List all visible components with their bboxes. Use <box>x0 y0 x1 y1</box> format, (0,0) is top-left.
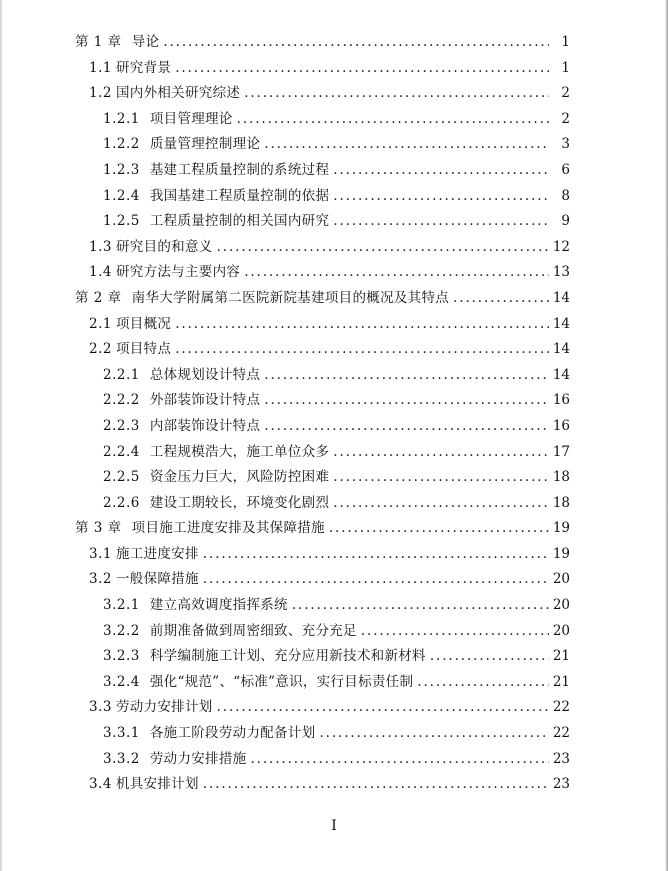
toc-dot-leader <box>333 209 566 235</box>
toc-entry-number: 1.2.4 <box>103 187 140 204</box>
toc-entry-title: 研究目的和意义 <box>115 238 213 255</box>
toc-dot-leader <box>250 747 566 773</box>
toc-entry-number: 3.1 <box>89 545 112 562</box>
toc-entry-page: 21 <box>549 670 570 696</box>
toc-entry[interactable] <box>0 491 668 517</box>
toc-entry[interactable] <box>0 695 668 721</box>
toc-entry-title: 工程规模浩大，施工单位众多 <box>149 443 330 460</box>
toc-entry-title: 研究背景 <box>115 59 172 76</box>
toc-entry-title: 南华大学附属第二医院新院基建项目的概况及其特点 <box>131 289 450 306</box>
toc-entry-page: 2 <box>549 81 570 107</box>
toc-dot-leader <box>244 260 566 286</box>
toc-entry[interactable] <box>0 107 668 133</box>
toc-entry-number: 第 1 章 <box>75 34 122 50</box>
toc-entry[interactable] <box>0 260 668 286</box>
toc-dot-leader <box>217 695 566 721</box>
toc-entry-page: 16 <box>549 388 570 414</box>
toc-dot-leader <box>175 337 566 363</box>
toc-entry[interactable] <box>0 747 668 773</box>
toc-entry-title: 施工进度安排 <box>115 545 199 562</box>
toc-entry-page: 20 <box>549 567 570 593</box>
toc-entry-number: 3.3 <box>89 699 112 716</box>
toc-entry[interactable] <box>0 30 668 56</box>
toc-dot-leader <box>417 670 566 696</box>
toc-entry-title: 项目管理理论 <box>149 110 233 127</box>
toc-entry[interactable] <box>0 542 668 568</box>
toc-entry-page: 14 <box>549 286 570 312</box>
toc-entry[interactable] <box>0 184 668 210</box>
toc-dot-leader <box>175 56 566 82</box>
toc-entry-page: 14 <box>549 337 570 363</box>
toc-entry-title: 各施工阶段劳动力配备计划 <box>149 725 316 742</box>
toc-entry-page: 14 <box>549 312 570 338</box>
toc-dot-leader <box>264 363 566 389</box>
toc-entry-title: 总体规划设计特点 <box>149 366 261 383</box>
toc-entry-title: 机具安排计划 <box>115 776 199 793</box>
toc-entry[interactable] <box>0 516 668 542</box>
toc-entry-title: 建立高效调度指挥系统 <box>149 597 288 614</box>
toc-entry-page: 9 <box>549 209 570 235</box>
toc-entry-page: 13 <box>549 260 570 286</box>
toc-entry-number: 2.2.3 <box>103 417 140 434</box>
toc-entry-number: 1.3 <box>89 238 112 255</box>
toc-dot-leader <box>292 593 566 619</box>
toc-entry-number: 3.2.2 <box>103 622 140 639</box>
toc-entry-title: 劳动力安排措施 <box>149 750 247 767</box>
page-footer-number: I <box>331 818 337 834</box>
toc-entry-title: 一般保障措施 <box>115 571 199 588</box>
toc-entry-page: 20 <box>549 593 570 619</box>
toc-entry[interactable] <box>0 414 668 440</box>
toc-entry-page: 22 <box>549 721 570 747</box>
toc-entry-number: 3.2.1 <box>103 597 140 614</box>
toc-entry[interactable] <box>0 567 668 593</box>
toc-entry-page: 2 <box>549 107 570 133</box>
toc-dot-leader <box>163 30 566 56</box>
toc-entry-title: 质量管理控制理论 <box>149 136 261 153</box>
toc-entry-title: 基建工程质量控制的系统过程 <box>149 161 330 178</box>
toc-entry-title: 我国基建工程质量控制的依据 <box>149 187 330 204</box>
toc-dot-leader <box>329 516 566 542</box>
toc-entry-title: 国内外相关研究综述 <box>115 85 241 102</box>
toc-entry-page: 12 <box>549 235 570 261</box>
toc-entry[interactable] <box>0 619 668 645</box>
toc-entry-number: 1.2.3 <box>103 161 140 178</box>
toc-entry[interactable] <box>0 286 668 312</box>
toc-entry-title: 科学编制施工计划、充分应用新技术和新材料 <box>149 648 426 665</box>
toc-entry-number: 第 2 章 <box>75 289 122 306</box>
toc-entry-page: 23 <box>549 772 570 798</box>
toc-entry-number: 3.2.3 <box>103 648 140 665</box>
toc-entry[interactable] <box>0 209 668 235</box>
toc-entry-page: 20 <box>549 619 570 645</box>
toc-entry-title: 强化“规范”、“标准”意识，实行目标责任制 <box>149 673 414 690</box>
toc-dot-leader <box>333 465 566 491</box>
toc-dot-leader <box>333 491 566 517</box>
table-of-contents <box>0 30 668 798</box>
toc-entry[interactable] <box>0 337 668 363</box>
toc-entry-page: 1 <box>549 56 570 82</box>
toc-entry-number: 2.1 <box>89 315 112 332</box>
toc-entry-title: 前期准备做到周密细致、充分充足 <box>149 622 357 639</box>
toc-dot-leader <box>264 132 566 158</box>
toc-entry-title: 劳动力安排计划 <box>115 699 213 716</box>
toc-entry-title: 项目概况 <box>115 315 172 332</box>
toc-entry-page: 14 <box>549 363 570 389</box>
toc-entry[interactable] <box>0 235 668 261</box>
toc-entry-title: 资金压力巨大，风险防控困难 <box>149 469 330 486</box>
toc-entry-number: 3.2 <box>89 571 112 588</box>
toc-entry[interactable] <box>0 465 668 491</box>
toc-entry-number: 第 3 章 <box>75 520 122 537</box>
toc-entry[interactable] <box>0 593 668 619</box>
toc-entry-number: 2.2.6 <box>103 494 140 511</box>
toc-entry-page: 21 <box>549 644 570 670</box>
toc-entry-page: 3 <box>549 132 570 158</box>
toc-entry-number: 1.4 <box>89 264 112 281</box>
toc-dot-leader <box>237 107 566 133</box>
toc-dot-leader <box>333 440 566 466</box>
toc-dot-leader <box>430 644 566 670</box>
toc-entry-title: 工程质量控制的相关国内研究 <box>149 213 330 230</box>
toc-entry[interactable] <box>0 81 668 107</box>
toc-entry-number: 3.3.1 <box>103 725 140 742</box>
toc-dot-leader <box>175 312 566 338</box>
toc-dot-leader <box>264 388 566 414</box>
toc-entry-number: 1.2.1 <box>103 110 140 127</box>
toc-entry-title: 导论 <box>131 34 160 50</box>
toc-entry-title: 项目特点 <box>115 341 172 358</box>
toc-entry-number: 1.2.2 <box>103 136 140 153</box>
toc-dot-leader <box>319 721 566 747</box>
toc-entry-number: 2.2.2 <box>103 392 140 409</box>
toc-entry-number: 2.2 <box>89 341 112 358</box>
toc-entry-number: 2.2.1 <box>103 366 140 383</box>
toc-entry-title: 外部装饰设计特点 <box>149 392 261 409</box>
toc-dot-leader <box>203 567 566 593</box>
toc-entry[interactable] <box>0 132 668 158</box>
toc-entry[interactable] <box>0 670 668 696</box>
toc-dot-leader <box>217 235 566 261</box>
toc-entry-title: 项目施工进度安排及其保障措施 <box>131 520 325 537</box>
toc-entry[interactable] <box>0 56 668 82</box>
toc-entry-title: 内部装饰设计特点 <box>149 417 261 434</box>
toc-entry-page: 22 <box>549 695 570 721</box>
toc-entry-number: 3.4 <box>89 776 112 793</box>
toc-entry-page: 16 <box>549 414 570 440</box>
toc-entry-number: 3.2.4 <box>103 673 140 690</box>
toc-entry[interactable] <box>0 644 668 670</box>
toc-entry-number: 3.3.2 <box>103 750 140 767</box>
toc-entry-page: 8 <box>549 184 570 210</box>
toc-dot-leader <box>264 414 566 440</box>
toc-dot-leader <box>203 542 566 568</box>
toc-entry-title: 建设工期较长，环境变化剧烈 <box>149 494 330 511</box>
toc-entry-number: 1.2 <box>89 85 112 102</box>
toc-entry-number: 1.2.5 <box>103 213 140 230</box>
toc-entry[interactable] <box>0 721 668 747</box>
toc-entry-number: 2.2.4 <box>103 443 140 460</box>
toc-entry-page: 6 <box>549 158 570 184</box>
toc-dot-leader <box>203 772 566 798</box>
toc-entry-page: 19 <box>549 516 570 542</box>
toc-dot-leader <box>333 184 566 210</box>
toc-entry-page: 18 <box>549 465 570 491</box>
toc-entry-number: 1.1 <box>89 59 112 76</box>
toc-dot-leader <box>361 619 566 645</box>
toc-entry[interactable] <box>0 312 668 338</box>
toc-entry[interactable] <box>0 158 668 184</box>
toc-entry[interactable] <box>0 363 668 389</box>
toc-entry-page: 19 <box>549 542 570 568</box>
toc-dot-leader <box>244 81 566 107</box>
toc-entry[interactable] <box>0 772 668 798</box>
toc-entry-title: 研究方法与主要内容 <box>115 264 241 281</box>
toc-entry-page: 17 <box>549 440 570 466</box>
toc-entry-page: 18 <box>549 491 570 517</box>
toc-entry-number: 2.2.5 <box>103 469 140 486</box>
toc-entry[interactable] <box>0 388 668 414</box>
toc-entry-page: 23 <box>549 747 570 773</box>
toc-dot-leader <box>333 158 566 184</box>
toc-entry-page: 1 <box>549 30 570 56</box>
toc-entry[interactable] <box>0 440 668 466</box>
